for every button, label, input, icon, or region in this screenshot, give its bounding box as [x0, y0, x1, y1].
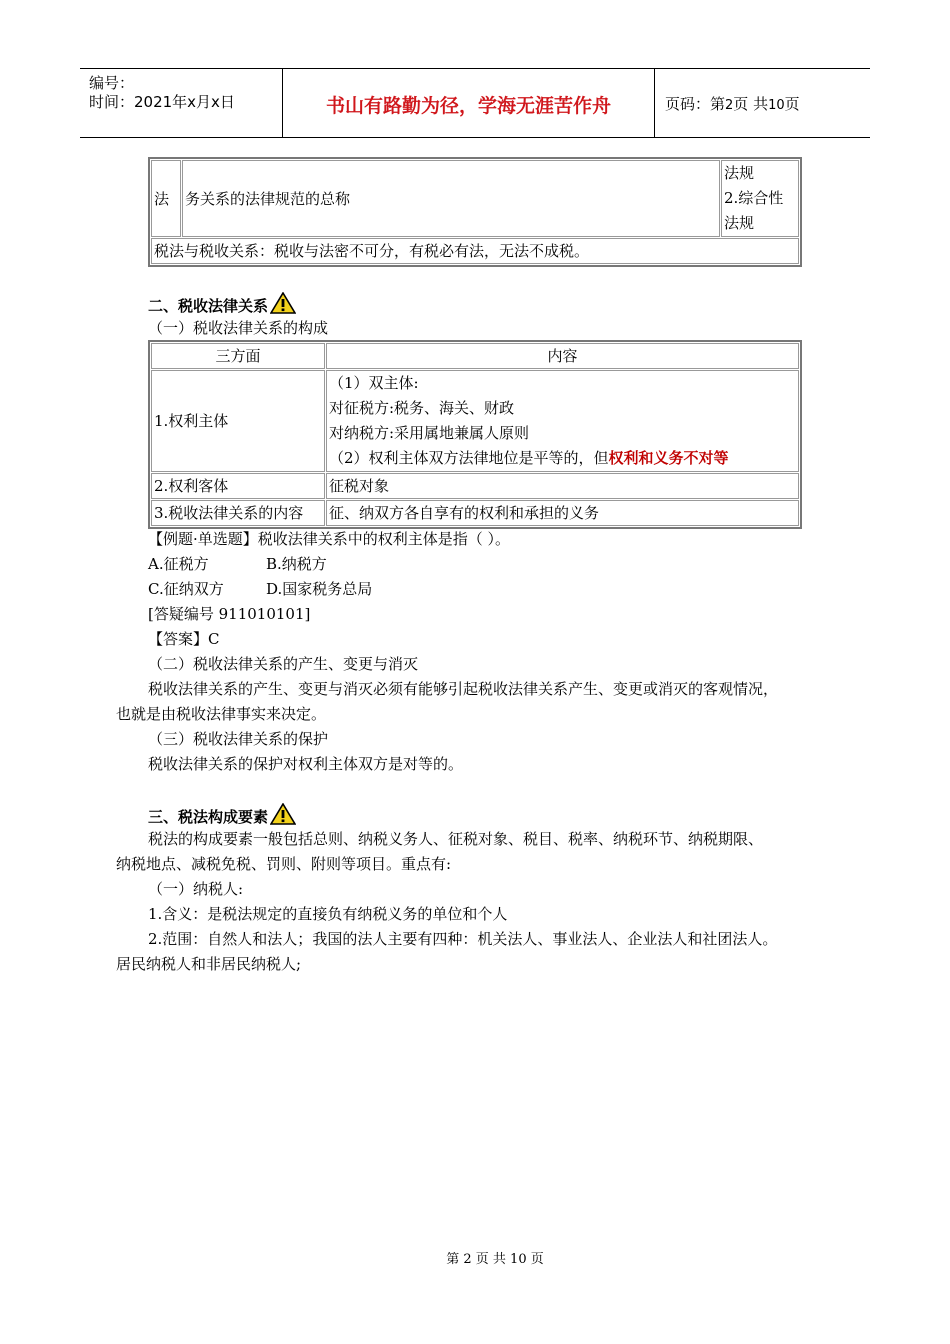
- list-item: 2.范围：自然人和法人；我国的法人主要有四种：机关法人、事业法人、企业法人和社团法人。: [148, 930, 778, 948]
- table-row: [151, 370, 799, 472]
- warning-icon: [270, 803, 296, 825]
- table-row: [151, 473, 799, 499]
- row-content: 征税对象: [326, 473, 799, 499]
- row-label: 1.权利主体: [151, 370, 325, 472]
- answer: 【答案】C: [148, 630, 220, 648]
- highlight-text: 权利和义务不对等: [608, 449, 729, 467]
- header-page-cell: [655, 69, 870, 137]
- header-page-number: 页码：第2页 共10页: [665, 95, 800, 113]
- warning-icon: [270, 292, 296, 314]
- table-cell-right: 法规 2.综合性 法规: [721, 160, 799, 237]
- table-cell-mid: 务关系的法律规范的总称: [182, 160, 720, 237]
- header-motto-cell: [283, 69, 655, 137]
- table-footer-row: 税法与税收关系：税收与法密不可分，有税必有法，无法不成税。: [151, 238, 799, 264]
- section-2-sub3: （三）税收法律关系的保护: [148, 730, 329, 748]
- row-label: 3.税收法律关系的内容: [151, 500, 325, 526]
- example-question: 【例题·单选题】税收法律关系中的权利主体是指（ ）。: [148, 530, 511, 548]
- section-3-title: 三、税法构成要素: [148, 803, 296, 828]
- page-footer: 第 2 页 共 10 页: [446, 1252, 544, 1267]
- tax-relation-table: [148, 340, 802, 529]
- time-label: 时间：2021年x月x日: [89, 93, 235, 111]
- paragraph: 税法的构成要素一般包括总则、纳税义务人、征税对象、税目、税率、纳税环节、纳税期限、: [148, 830, 764, 848]
- row-label: 2.权利客体: [151, 473, 325, 499]
- paragraph: 税收法律关系的保护对权利主体双方是对等的。: [148, 755, 464, 773]
- table-header-row: [151, 343, 799, 369]
- list-item-continued: 居民纳税人和非居民纳税人;: [116, 955, 302, 973]
- option-c: C.征纳双方: [148, 580, 224, 598]
- paragraph: 也就是由税收法律事实来决定。: [116, 705, 327, 723]
- row-content: （1）双主体: 对征税方:税务、海关、财政 对纳税方:采用属地兼属人原则 （2）权利主体双方法律地位是平等的，但权利和义务不对等: [326, 370, 799, 472]
- section-2-sub2: （二）税收法律关系的产生、变更与消灭: [148, 655, 419, 673]
- table-row: [151, 238, 799, 264]
- section-2-title: 二、税收法律关系: [148, 292, 296, 317]
- option-b: B.纳税方: [266, 555, 327, 573]
- page-header: [80, 68, 870, 138]
- header-info-cell: [80, 69, 283, 137]
- option-a: A.征税方: [148, 555, 209, 573]
- number-label: 编号：: [89, 74, 135, 92]
- col-header-content: 内容: [326, 343, 799, 369]
- paragraph: 税收法律关系的产生、变更与消灭必须有能够引起税收法律关系产生、变更或消灭的客观情况，: [148, 680, 779, 698]
- table-cell-left: 法: [151, 160, 181, 237]
- col-header-aspects: 三方面: [151, 343, 325, 369]
- option-d: D.国家税务总局: [266, 580, 373, 598]
- list-item: 1.含义：是税法规定的直接负有纳税义务的单位和个人: [148, 905, 508, 923]
- table-row: [151, 160, 799, 237]
- section-3-sub1: （一）纳税人:: [148, 880, 244, 898]
- header-motto: 书山有路勤为径，学海无涯苦作舟: [325, 95, 611, 117]
- table-row: [151, 500, 799, 526]
- paragraph: 纳税地点、减税免税、罚则、附则等项目。重点有:: [116, 855, 452, 873]
- question-id: [答疑编号 911010101]: [148, 605, 311, 623]
- row-content: 征、纳双方各自享有的权利和承担的义务: [326, 500, 799, 526]
- tax-law-table: [148, 157, 802, 267]
- section-2-sub1: （一）税收法律关系的构成: [148, 319, 329, 337]
